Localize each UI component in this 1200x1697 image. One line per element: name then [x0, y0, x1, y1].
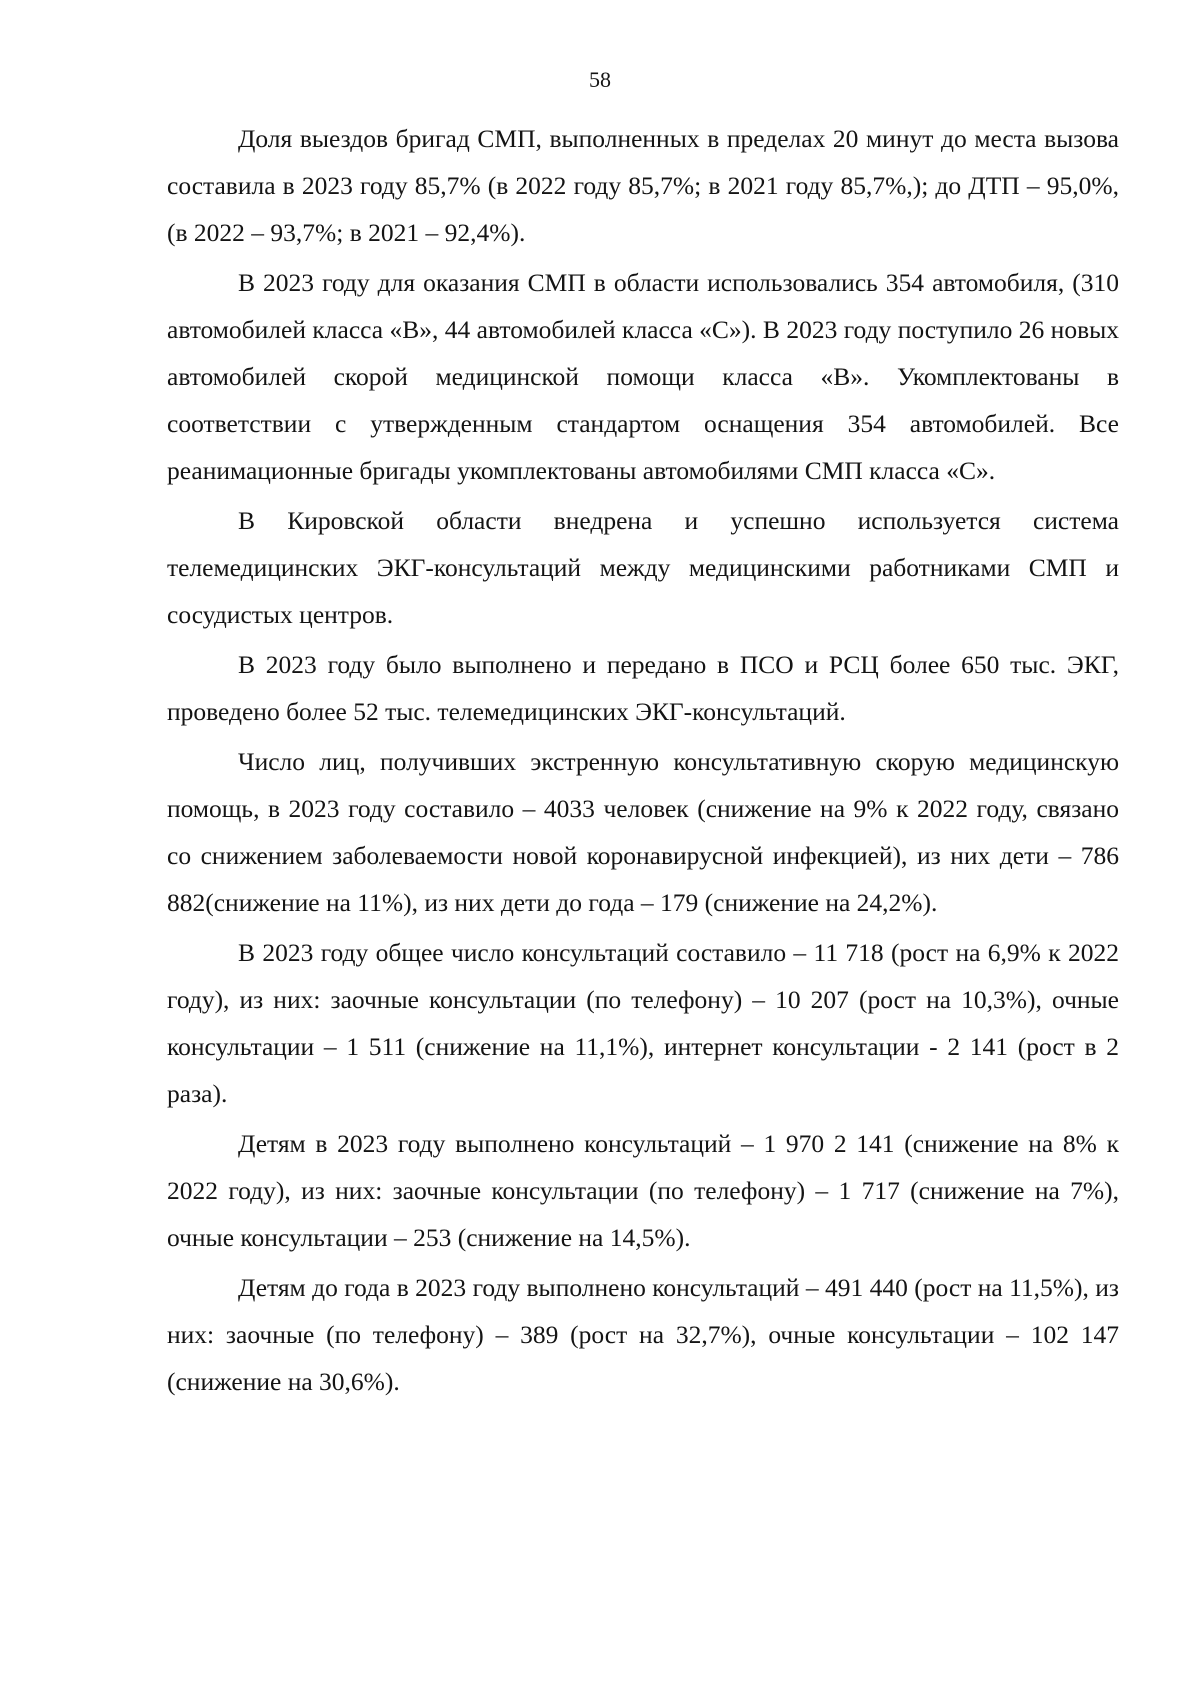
page-number: 58 — [589, 67, 611, 92]
paragraph-infant-consultations: Детям до года в 2023 году выполнено консультаций – 491 440 (рост на 11,5%), из них: заочные (по телефону) – 389 (рост на 32,7%), очные консультации – 102 147 (снижение на 30,6%). — [167, 1273, 1119, 1396]
paragraph-ecg-volume: В 2023 году было выполнено и передано в ПСО и РСЦ более 650 тыс. ЭКГ, проведено более 52 тыс. телемедицинских ЭКГ-консультаций. — [167, 650, 1119, 726]
paragraph-ambulance-vehicles: В 2023 году для оказания СМП в области использовались 354 автомобиля, (310 автомобилей класса «В», 44 автомобилей класса «С»). В 2023 году поступило 26 новых автомобилей скорой медицинской помощи класса «В». Укомплектованы в соответствии с утвержденным стандартом оснащения 354 автомобилей. Все реанимационные бригады укомплектованы автомобилями СМП класса «С». — [167, 268, 1119, 485]
paragraph-telemedicine-ecg-system: В Кировской области внедрена и успешно используется система телемедицинских ЭКГ-консультаций между медицинскими работниками СМП и сосудистых центров. — [167, 506, 1119, 629]
document-body — [167, 115, 1119, 1408]
paragraph-ambulance-response-share: Доля выездов бригад СМП, выполненных в пределах 20 минут до места вызова составила в 2023 году 85,7% (в 2022 году 85,7%; в 2021 году 85,7%,); до ДТП – 95,0%, (в 2022 – 93,7%; в 2021 – 92,4%). — [167, 124, 1119, 247]
paragraph-child-consultations: Детям в 2023 году выполнено консультаций – 1 970 2 141 (снижение на 8% к 2022 году), из них: заочные консультации (по телефону) – 1 717 (снижение на 7%), очные консультации – 253 (снижение на 14,5%). — [167, 1129, 1119, 1252]
paragraph-emergency-consultative-care: Число лиц, получивших экстренную консультативную скорую медицинскую помощь, в 2023 году составило – 4033 человек (снижение на 9% к 2022 году, связано со снижением заболеваемости новой коронавирусной инфекцией), из них дети – 786 882(снижение на 11%), из них дети до года – 179 (снижение на 24,2%). — [167, 747, 1119, 917]
paragraph-total-consultations: В 2023 году общее число консультаций составило – 11 718 (рост на 6,9% к 2022 году), из них: заочные консультации (по телефону) – 10 207 (рост на 10,3%), очные консультации – 1 511 (снижение на 11,1%), интернет консультации - 2 141 (рост в 2 раза). — [167, 938, 1119, 1108]
